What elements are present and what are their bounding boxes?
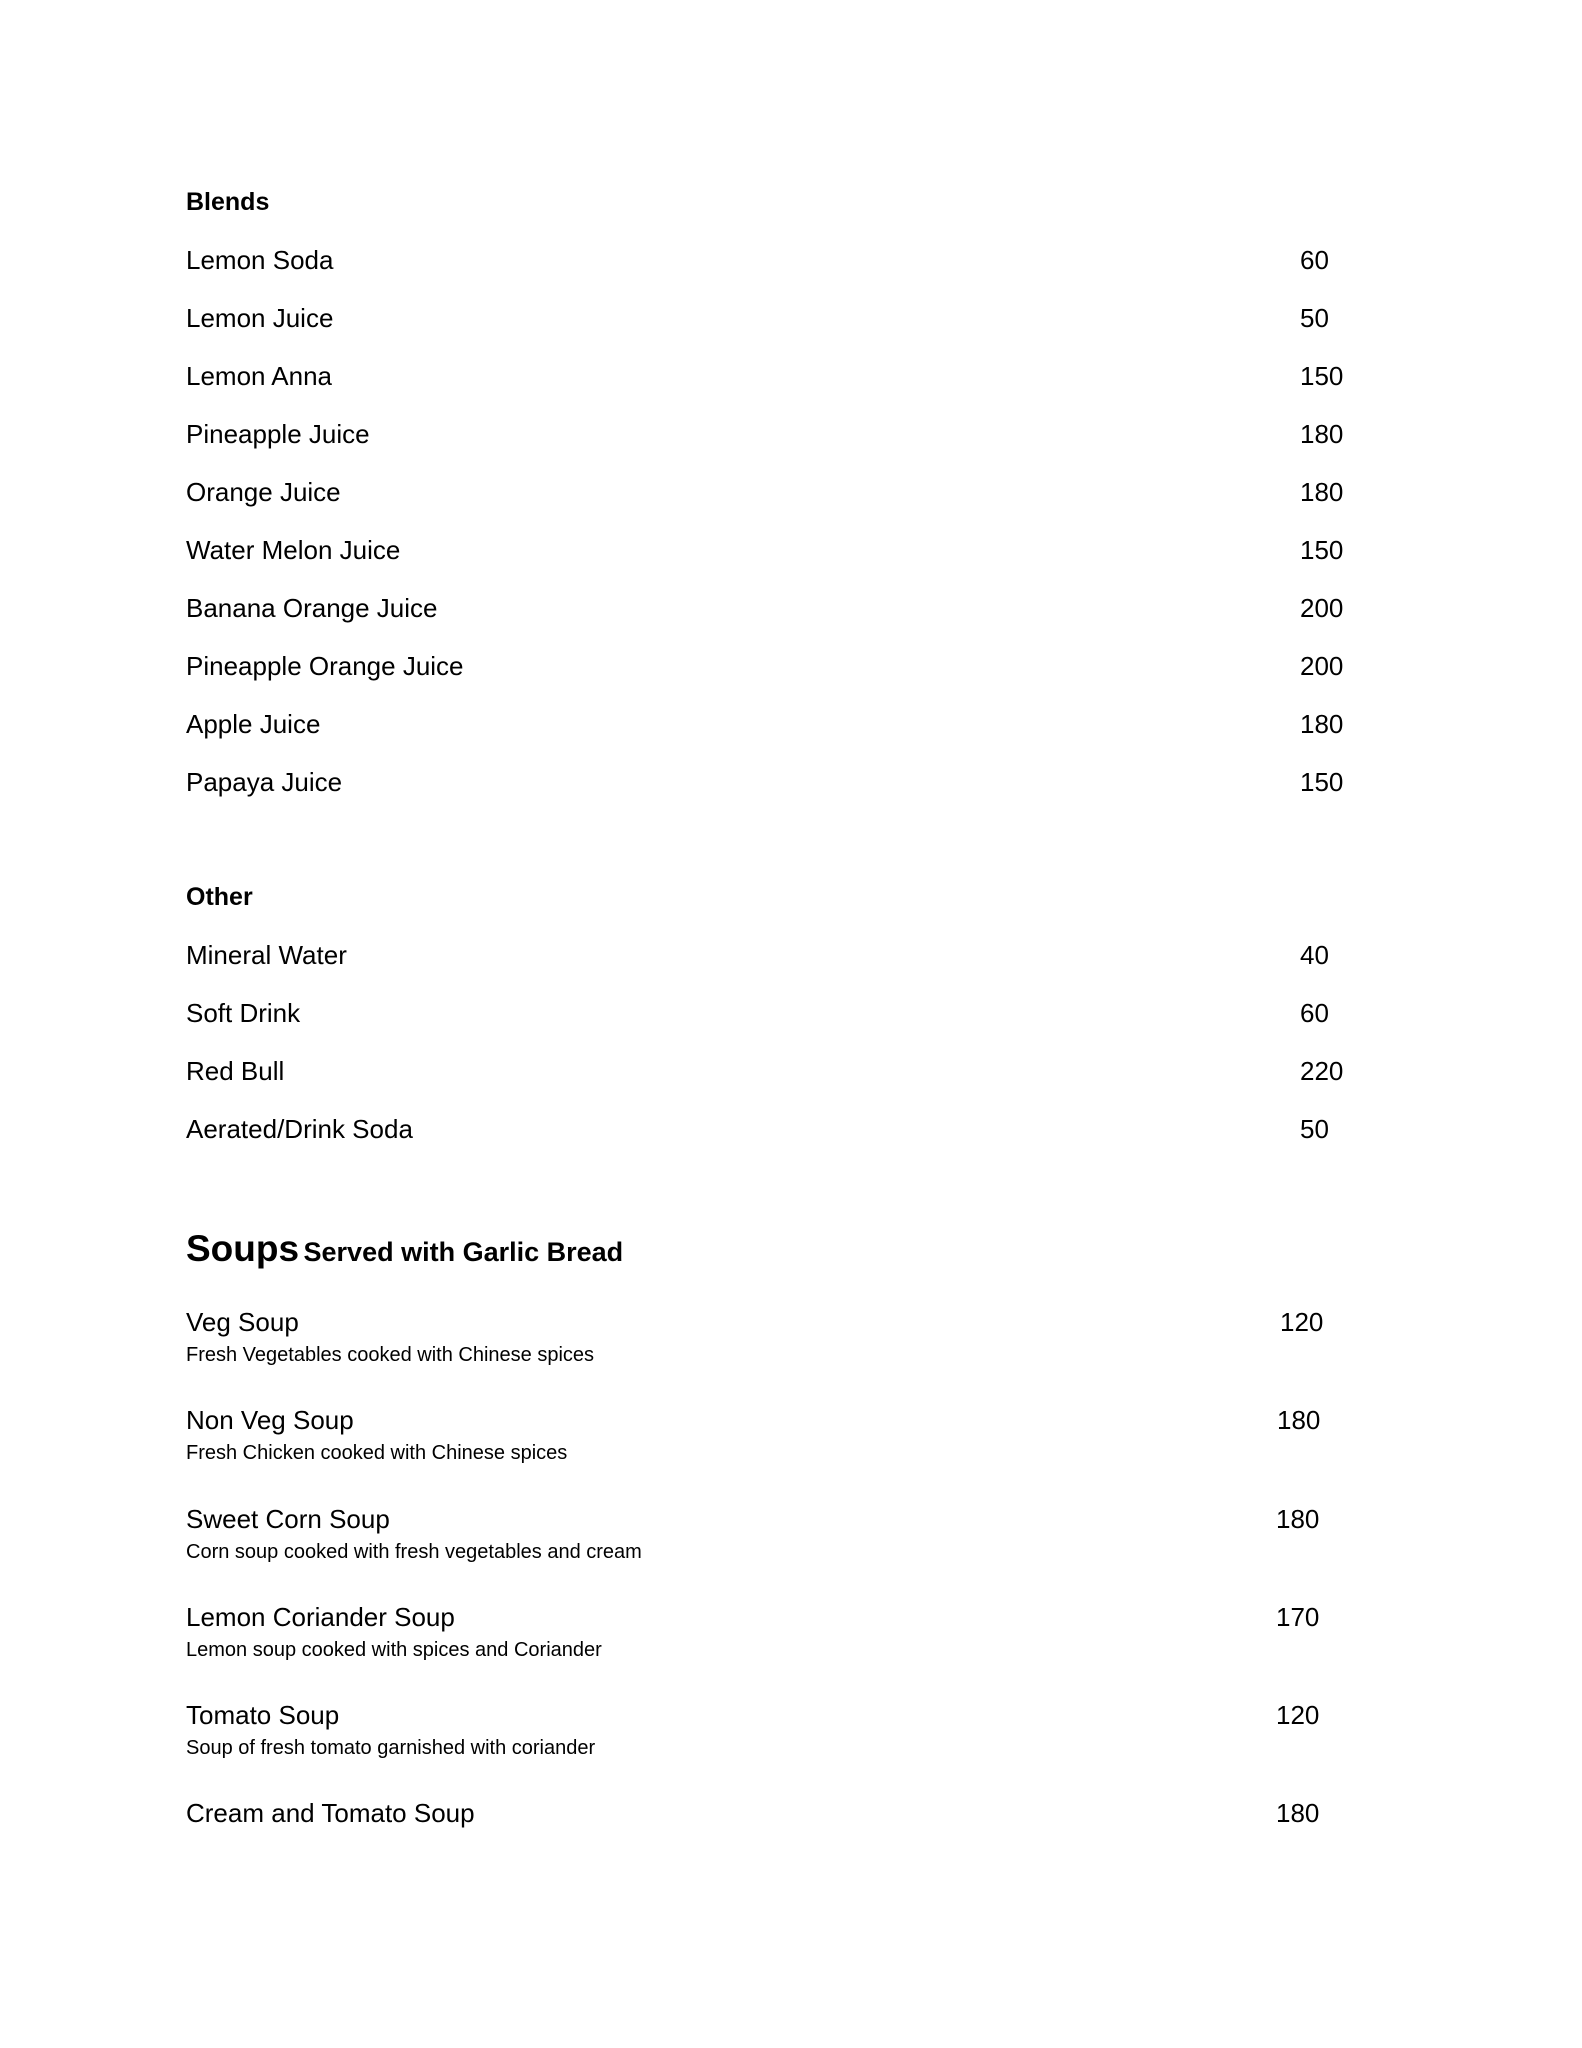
item-name: Mineral Water	[186, 940, 347, 970]
item-name: Tomato Soup	[186, 1700, 340, 1730]
item-price: 180	[1300, 709, 1344, 739]
menu-item	[186, 240, 1366, 280]
item-name: Papaya Juice	[186, 767, 343, 797]
item-name: Lemon Anna	[186, 361, 333, 391]
item-price: 40	[1300, 940, 1329, 970]
item-name: Apple Juice	[186, 709, 321, 739]
soup-item	[186, 1794, 1366, 1874]
item-price: 60	[1300, 245, 1329, 275]
item-price: 220	[1300, 1056, 1344, 1086]
item-name: Veg Soup	[186, 1307, 299, 1337]
menu-item	[186, 1109, 1366, 1149]
item-name: Pineapple Juice	[186, 419, 370, 449]
menu-item	[186, 993, 1366, 1033]
item-name: Orange Juice	[186, 477, 341, 507]
menu-item	[186, 472, 1366, 512]
item-name: Pineapple Orange Juice	[186, 651, 464, 681]
menu-item	[186, 588, 1366, 628]
item-name: Lemon Coriander Soup	[186, 1602, 455, 1632]
item-price: 200	[1300, 651, 1344, 681]
item-name: Non Veg Soup	[186, 1405, 354, 1435]
item-price: 150	[1300, 535, 1344, 565]
item-price: 150	[1300, 767, 1344, 797]
item-price: 180	[1300, 477, 1344, 507]
item-price: 180	[1300, 419, 1344, 449]
soups-heading	[186, 1228, 623, 1270]
soup-item	[186, 1500, 1366, 1580]
item-name: Soft Drink	[186, 998, 301, 1028]
soups-title: Soups	[186, 1228, 300, 1269]
item-price: 60	[1300, 998, 1329, 1028]
menu-item	[186, 1051, 1366, 1091]
menu-item	[186, 414, 1366, 454]
item-name: Banana Orange Juice	[186, 593, 438, 623]
menu-item	[186, 935, 1366, 975]
item-name: Sweet Corn Soup	[186, 1504, 390, 1534]
item-price: 180	[1276, 1798, 1320, 1828]
item-price: 120	[1276, 1700, 1320, 1730]
soup-item	[186, 1696, 1366, 1776]
item-price: 50	[1300, 1114, 1329, 1144]
other-heading: Other	[186, 883, 253, 911]
item-price: 170	[1276, 1602, 1320, 1632]
menu-item	[186, 356, 1366, 396]
item-price: 120	[1280, 1307, 1324, 1337]
menu-item	[186, 646, 1366, 686]
soup-item	[186, 1303, 1366, 1383]
item-price: 50	[1300, 303, 1329, 333]
item-description: Soup of fresh tomato garnished with coriander	[186, 1737, 596, 1759]
item-price: 180	[1276, 1504, 1320, 1534]
soup-item	[186, 1598, 1366, 1678]
item-name: Lemon Soda	[186, 245, 334, 275]
item-name: Aerated/Drink Soda	[186, 1114, 413, 1144]
item-name: Water Melon Juice	[186, 535, 401, 565]
item-description: Fresh Vegetables cooked with Chinese spices	[186, 1344, 595, 1366]
soups-subtitle: Served with Garlic Bread	[303, 1237, 624, 1267]
menu-item	[186, 704, 1366, 744]
item-description: Fresh Chicken cooked with Chinese spices	[186, 1442, 568, 1464]
soup-item	[186, 1401, 1366, 1481]
item-price: 180	[1277, 1405, 1321, 1435]
item-description: Lemon soup cooked with spices and Coriander	[186, 1639, 602, 1661]
item-description: Corn soup cooked with fresh vegetables and cream	[186, 1541, 642, 1563]
menu-item	[186, 762, 1366, 802]
item-price: 200	[1300, 593, 1344, 623]
menu-item	[186, 298, 1366, 338]
item-name: Lemon Juice	[186, 303, 334, 333]
item-name: Cream and Tomato Soup	[186, 1798, 475, 1828]
item-price: 150	[1300, 361, 1344, 391]
menu-item	[186, 530, 1366, 570]
blends-heading: Blends	[186, 188, 270, 216]
item-name: Red Bull	[186, 1056, 285, 1086]
